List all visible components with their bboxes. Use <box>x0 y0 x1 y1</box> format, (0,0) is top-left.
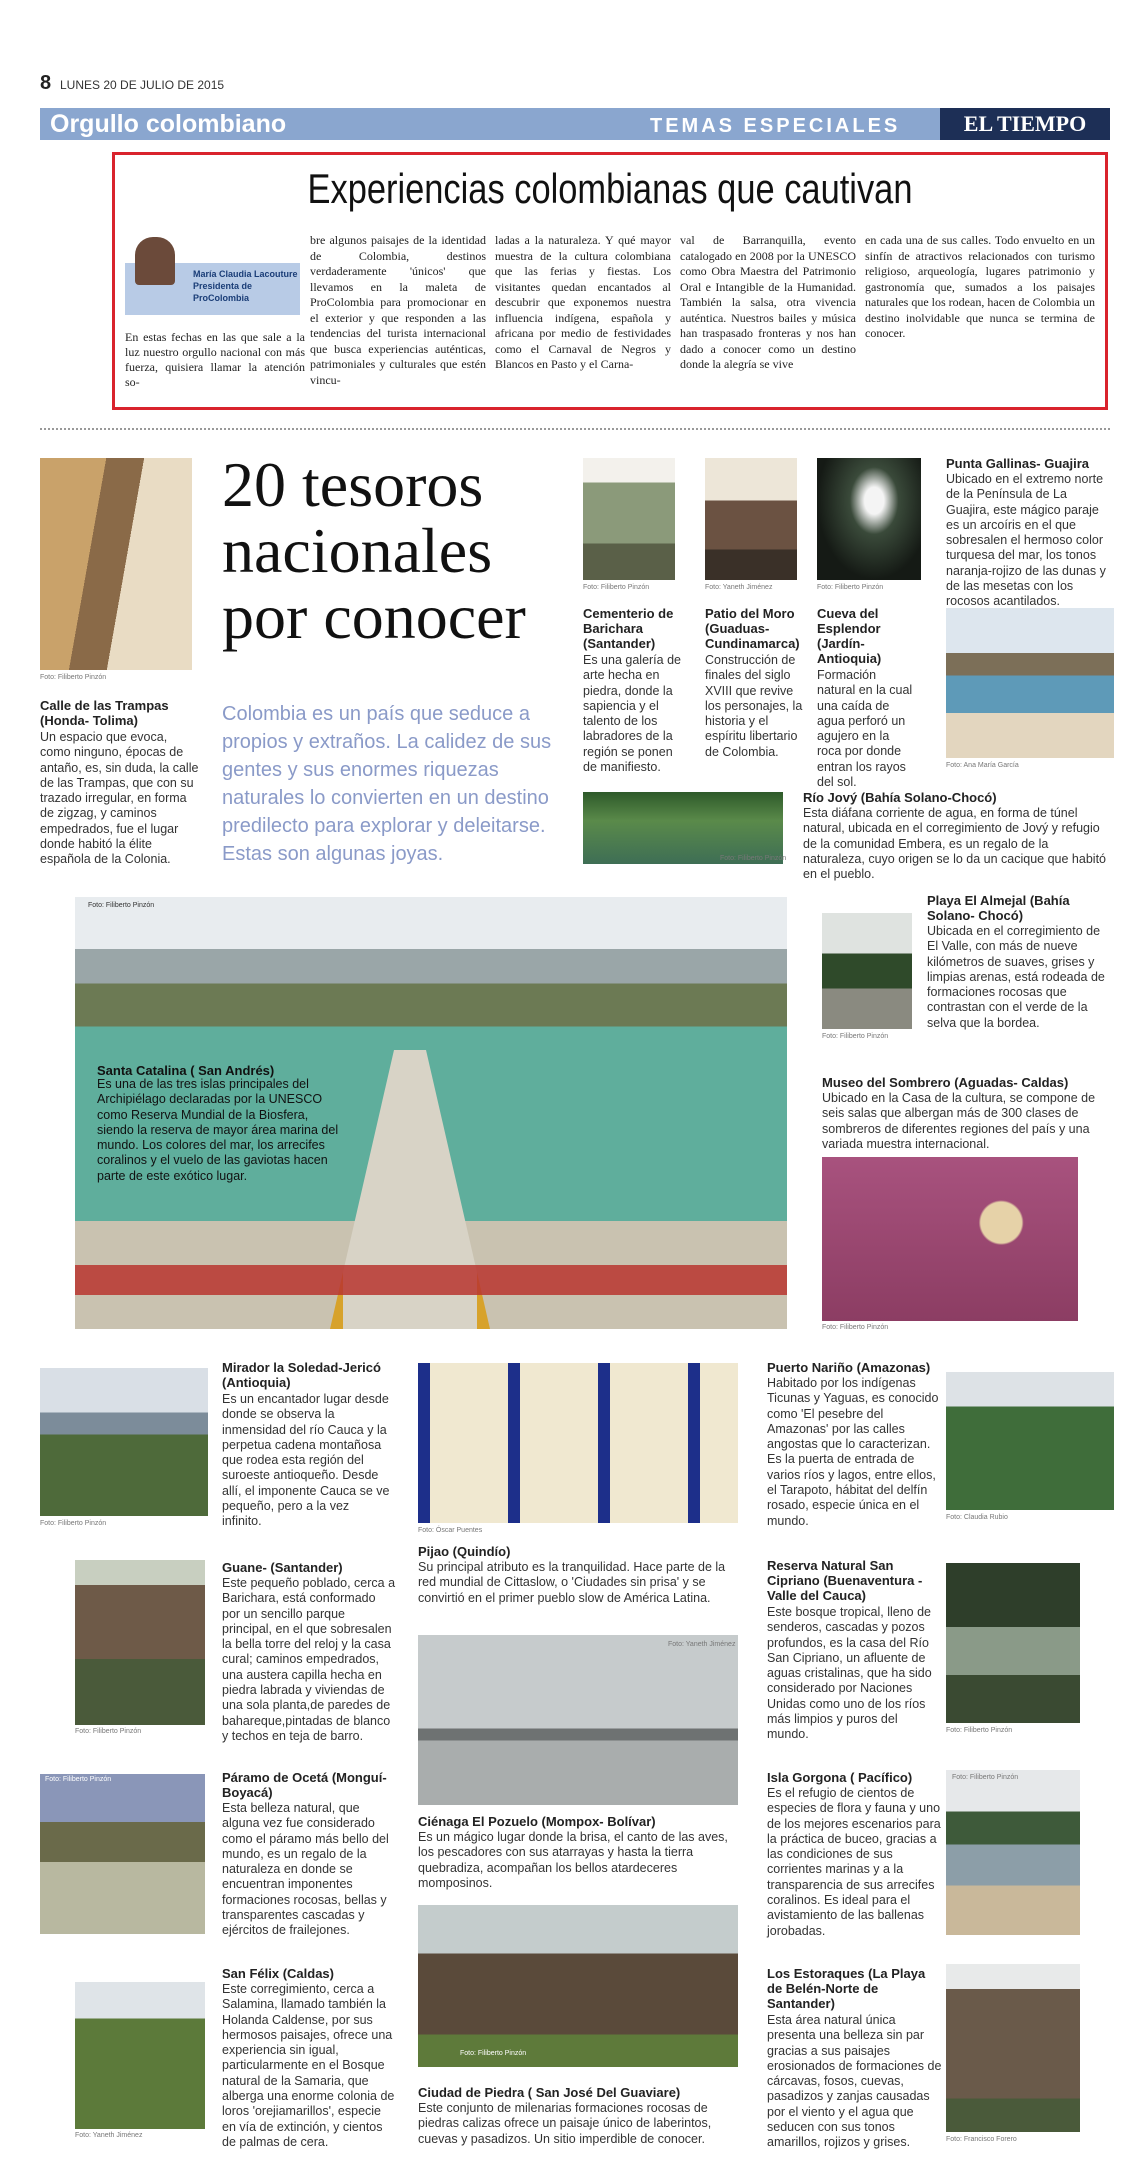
photo-puerto-narino <box>946 1372 1114 1510</box>
place-title: Río Jový (Bahía Solano-Chocó) <box>803 790 997 805</box>
photo-cienaga-pozuelo <box>418 1635 738 1805</box>
opinion-box <box>112 152 1108 410</box>
photo-mirador-soledad <box>40 1368 208 1516</box>
author-role: Presidenta de ProColombia <box>193 281 253 303</box>
place-title: Reserva Natural San Cipriano (Buenaventura - Valle del Cauca) <box>767 1558 923 1603</box>
photo-cementerio <box>583 458 675 580</box>
photo-playa-almejal <box>822 913 912 1029</box>
place-title: Museo del Sombrero (Aguadas- Caldas) <box>822 1075 1069 1090</box>
section-category: TEMAS ESPECIALES <box>650 115 901 137</box>
author-photo <box>135 237 175 285</box>
place-title: Cueva del Esplendor (Jardín- Antioquia) <box>817 606 882 666</box>
photo-credit: Foto: Filiberto Pinzón <box>952 1774 1019 1781</box>
photo-paramo-oceta <box>40 1774 205 1934</box>
opinion-column: en cada una de sus calles. Todo envuelto en un sinfín de atractivos relacionados con turismo religioso, arqueología, lugares patrimonio y gastronomía que, sumados a los paisajes naturales que los rodean, hacen de Colombia un destino inolvidable que nunca se termina de conocer. <box>865 233 1095 340</box>
page-number: 8 <box>40 72 52 94</box>
opinion-lead: En estas fechas en las que sale a la luz nuestro orgullo nacional con más fuerza, quisiera llamar la atención so- <box>125 330 305 389</box>
newspaper-logo: EL TIEMPO <box>940 108 1110 140</box>
place-text: Esta diáfana corriente de agua, en forma de túnel natural, ubicada en el corregimiento de Jový y refugio de la comunidad Embera, es un regalo de la naturaleza, cuyo origen se lo da un cacique que habitó en el pueblo. <box>803 806 1106 882</box>
photo-calle-trampas <box>40 458 192 670</box>
photo-punta-gallinas <box>946 608 1114 758</box>
photo-credit: Foto: Filiberto Pinzón <box>822 1324 889 1331</box>
pier-rail-drawing <box>75 1265 787 1295</box>
main-intro: Colombia es un país que seduce a propios y extraños. La calidez de sus gentes y sus enormes riquezas naturales lo convierten en un destino predilecto para explorar y deleitarse. Estas son algunas joyas. <box>222 703 552 865</box>
place-title: Puerto Nariño (Amazonas) <box>767 1360 931 1375</box>
place-text: Este corregimiento, cerca a Salamina, llamado también la Holanda Caldense, por sus hermosos paisajes, ofrece una experiencia sin igual, particularmente en el Bosque natural de la Samaria, que alberga una enorme colonia de loros 'orejiamarillos', especie en vía de extinción, y cientos de palmas de cera. <box>222 1982 395 2149</box>
photo-pijao <box>418 1363 738 1523</box>
place-title: Cementerio de Barichara (Santander) <box>583 606 674 651</box>
photo-san-felix <box>75 1982 205 2129</box>
photo-los-estoraques <box>946 1964 1080 2132</box>
section-banner <box>40 108 1110 140</box>
place-title: Mirador la Soledad-Jericó (Antioquia) <box>222 1360 381 1390</box>
place-text: Es un encantador lugar desde donde se observa la inmensidad del río Cauca y la perpetua cadena montañosa que rodea esta región del suroeste antioqueño. Desde allí, el imponente Cauca se ve pequeño, pero a la vez infinito. <box>222 1392 390 1529</box>
photo-credit: Foto: Ana María García <box>946 762 1019 769</box>
photo-credit: Foto: Filiberto Pinzón <box>40 674 107 681</box>
photo-credit: Foto: Filiberto Pinzón <box>88 902 155 909</box>
photo-patio-moro <box>705 458 797 580</box>
divider <box>40 428 1110 430</box>
place-title: Isla Gorgona ( Pacífico) <box>767 1770 913 1785</box>
photo-credit: Foto: Filiberto Pinzón <box>817 584 884 591</box>
photo-credit: Foto: Filiberto Pinzón <box>40 1520 107 1527</box>
opinion-column: bre algunos paisajes de la identidad de Colombia, destinos verdaderamente 'únicos' que llevamos en la maleta de ProColombia para promocionar en el exterior y que responden a las tendencias del turista internacional que busca experiencias auténticas, patrimoniales y culturales que estén vincu- <box>310 233 486 387</box>
place-title: Ciénaga El Pozuelo (Mompox- Bolívar) <box>418 1814 656 1829</box>
place-title: Patio del Moro (Guaduas- Cundinamarca) <box>705 606 800 651</box>
headline-line: 20 tesoros <box>222 449 484 520</box>
place-title: Los Estoraques (La Playa de Belén-Norte de Santander) <box>767 1966 926 2011</box>
place-text: Es el refugio de cientos de especies de flora y fauna y uno de los mejores escenarios para la práctica de buceo, gracias a las condiciones de sus corrientes marinas y a la transparencia de sus arrecifes coralinos. Es ideal para el avistamiento de las ballenas jorobadas. <box>767 1786 941 1938</box>
place-title: Calle de las Trampas (Honda- Tolima) <box>40 698 169 728</box>
place-text: Es una galería de arte hecha en piedra, donde la sapiencia y el talento de los labradores de la región se ponen de manifiesto. <box>583 653 681 775</box>
place-title: Pijao (Quindío) <box>418 1544 511 1559</box>
place-text: Esta belleza natural, que alguna vez fue considerado como el páramo más bello del mundo, es un regalo de la naturaleza en donde se encuentran imponentes formaciones rocosas, bellas y transparentes cascadas y ejércitos de frailejones. <box>222 1801 389 1938</box>
opinion-column: ladas a la naturaleza. Y qué mayor muestra de la cultura colombiana que las ferias y fiestas. Los visitantes quedan encantados al descubrir que exponemos nuestra influencia indígena, española y africana por medio de festividades como el Carnaval de Negros y Blancos en Pasto y el Carna- <box>495 233 671 371</box>
place-text: Este pequeño poblado, cerca a Barichara, está conformado por un sencillo parque principal, en el que sobresalen la bella torre del reloj y la casa cural; caminos empedrados, una austera capilla hecha en piedra labrada y viviendas de una sola planta,de paredes de bahareque,pintadas de blanco y techos en teja de barro. <box>222 1576 396 1743</box>
photo-credit: Foto: Yaneth Jiménez <box>75 2132 143 2139</box>
photo-credit: Foto: Filiberto Pinzón <box>45 1776 112 1783</box>
place-text: Un espacio que evoca, como ninguno, épocas de antaño, es, sin duda, la calle de las Trampas, que con su trazado irregular, en forma de zigzag, y caminos empedrados, fue el lugar donde habitó la élite española de la Colonia. <box>40 730 199 867</box>
place-title: San Félix (Caldas) <box>222 1966 334 1981</box>
place-title: Santa Catalina ( San Andrés) <box>97 1063 275 1078</box>
place-text: Habitado por los indígenas Ticunas y Yaguas, es conocido como 'El pesebre del Amazonas' por las calles angostas que lo caracterizan. Es la puerta de entrada de varios ríos y lagos, entre ellos, el Tarapoto, hábitat del delfín rosado, especie única en el mundo. <box>767 1376 939 1528</box>
place-text: Este conjunto de milenarias formaciones rocosas de piedras calizas ofrece un paisaje único de laberintos, cuevas y pasadizos. Un sitio imperdible de conocer. <box>418 2101 712 2146</box>
place-text: Ubicado en el extremo norte de la Península de La Guajira, este mágico paraje es un arcoíris en el que sobresalen el hermoso color turquesa del mar, los tonos naranja-rojizo de las dunas y de las mesetas con los rocosos acantilados. <box>946 472 1106 609</box>
headline-line: nacionales <box>222 515 493 586</box>
photo-san-cipriano <box>946 1563 1080 1723</box>
headline-line: por conocer <box>222 581 526 652</box>
main-headline <box>222 449 526 652</box>
place-text: Esta área natural única presenta una belleza sin par gracias a sus paisajes erosionados de formaciones de cárcavas, fosos, cuevas, pasadizos y zanjas causadas por el viento y el agua que seducen con sus tonos amarillos, rojizos y grises. <box>767 2013 942 2150</box>
photo-credit: Foto: Filiberto Pinzón <box>822 1033 889 1040</box>
photo-credit: Foto: Óscar Puentes <box>418 1527 483 1534</box>
place-title: Punta Gallinas- Guajira <box>946 456 1090 471</box>
place-text: Formación natural en la cual una caída de agua perforó un agujero en la roca por donde entran los rayos del sol. <box>817 668 913 790</box>
opinion-title: Experiencias colombianas que cautivan <box>307 165 913 212</box>
photo-credit: Foto: Filiberto Pinzón <box>946 1727 1013 1734</box>
photo-credit: Foto: Francisco Forero <box>946 2136 1017 2143</box>
place-text: Este bosque tropical, lleno de senderos, cascadas y pozos profundos, es la casa del Río San Cipriano, un afluente de aguas cristalinas, que ha sido considerado por Naciones Unidas como uno de los ríos más limpios y puros del mundo. <box>767 1605 932 1742</box>
photo-credit: Foto: Filiberto Pinzón <box>583 584 650 591</box>
place-title: Guane- (Santander) <box>222 1560 343 1575</box>
place-title: Páramo de Ocetá (Monguí- Boyacá) <box>222 1770 387 1800</box>
page-date: LUNES 20 DE JULIO DE 2015 <box>60 78 225 92</box>
opinion-column: val de Barranquilla, evento catalogado en 2008 por la UNESCO como Obra Maestra del Patrimonio Oral e Intangible de la Humanidad. También la salsa, otra vivencia auténtica. Nuestros bailes y música han traspasado fronteras y nos han dado a conocer como un destino donde la alegría se vive <box>680 233 856 371</box>
photo-cueva-esplendor <box>817 458 921 580</box>
place-text: Ubicada en el corregimiento de El Valle, con más de nueve kilómetros de suaves, grises y limpias arenas, está rodeada de formaciones rocosas que contrastan con el verde de la selva que la bordea. <box>927 924 1105 1030</box>
place-text: Es una de las tres islas principales del Archipiélago declaradas por la UNESCO como Reserva Mundial de la Biosfera, siendo la reserva de mayor área marina del mundo. Los colores del mar, los arrecifes coralinos y el vuelo de las gaviotas hacen parte de este exótico lugar. <box>97 1077 339 1183</box>
photo-rio-jovi <box>583 792 783 864</box>
photo-credit: Foto: Yaneth Jiménez <box>668 1641 736 1648</box>
place-text: Su principal atributo es la tranquilidad. Hace parte de la red mundial de Cittaslow, o 'Ciudades sin prisa' y se convirtió en el primer pueblo slow de América Latina. <box>418 1560 726 1605</box>
section-title: Orgullo colombiano <box>50 110 287 138</box>
photo-credit: Foto: Filiberto Pinzón <box>460 2050 527 2057</box>
photo-credit: Foto: Filiberto Pinzón <box>75 1728 142 1735</box>
place-text: Es un mágico lugar donde la brisa, el canto de las aves, los pescadores con sus atarrayas y hasta la tierra quebradiza, acompañan los bellos atardeceres momposinos. <box>418 1830 728 1890</box>
photo-credit: Foto: Filiberto Pinzón <box>720 855 787 862</box>
photo-credit: Foto: Claudia Rubio <box>946 1514 1008 1521</box>
author-name: María Claudia Lacouture <box>193 269 298 279</box>
place-title: Playa El Almejal (Bahía Solano- Chocó) <box>927 893 1070 923</box>
photo-guane <box>75 1560 205 1725</box>
photo-museo-sombrero <box>822 1157 1078 1321</box>
photo-ciudad-piedra <box>418 1905 738 2067</box>
place-title: Ciudad de Piedra ( San José Del Guaviare) <box>418 2085 681 2100</box>
place-text: Construcción de finales del siglo XVIII que revive los personajes, la historia y el espíritu libertario de Colombia. <box>705 653 803 759</box>
photo-isla-gorgona <box>946 1770 1080 1935</box>
photo-credit: Foto: Yaneth Jiménez <box>705 584 773 591</box>
place-text: Ubicado en la Casa de la cultura, se compone de seis salas que albergan más de 300 clases de sombreros de diferentes regiones del país y una variada muestra internacional. <box>822 1091 1096 1151</box>
